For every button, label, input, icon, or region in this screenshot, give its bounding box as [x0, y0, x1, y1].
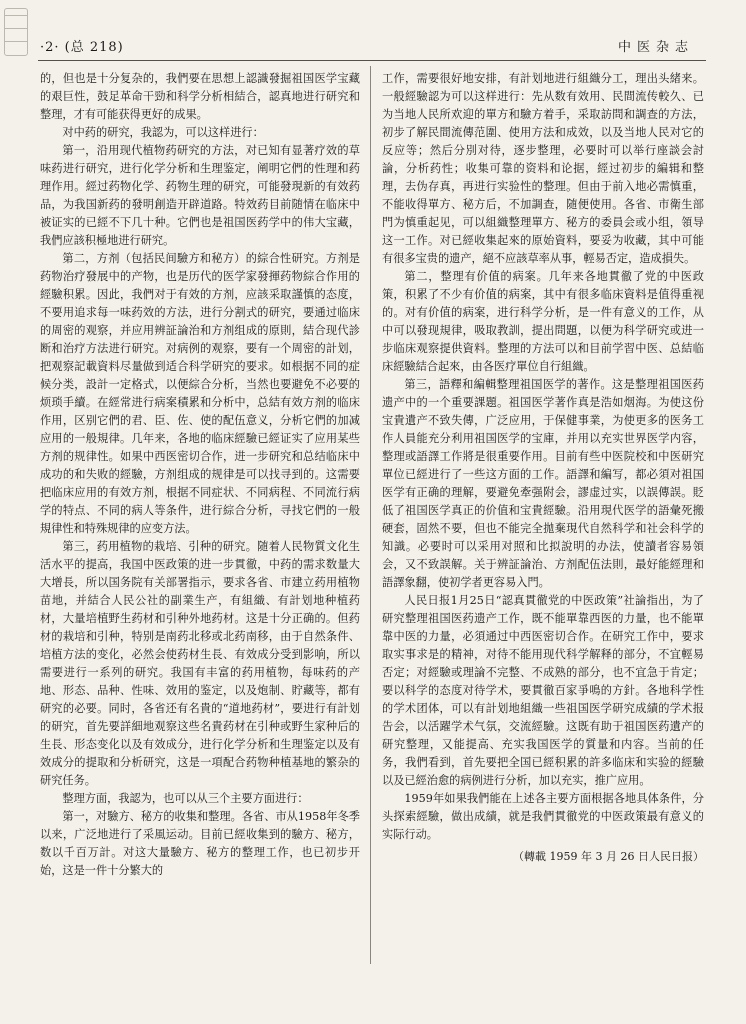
column-divider — [370, 66, 371, 964]
paragraph: 第三，药用植物的栽培、引种的研究。随着人民物質文化生活水平的提高，我国中医政策的进一步貫徹，中药的需求数量大大增長，所以国务院有关部署指示，要求各省、市建立药用植物苗地，并結合人民公社的副業生产，有組織、有計划地种植药材，大量培植野生药材和引种外地药材。这是十分正确的。但药材的栽培和引种，特别是南药北移或北药南移，由于自然条件、培植方法的变化，必然会使药材生長、有效成分受到影响，所以需要进行一系列的研究。我国有丰富的药用植物，每味药的产地、形态、品种、性味、效用的鉴定，以及炮制、貯藏等，都有研究的必要。同时，各省还有名貴的“道地药材”，要进行有計划的研究，首先要詳細地观察这些名貴药材在引种或野生家种后的生長、形态变化以及有效成分，进行化学分析和生理鉴定以及有效成分的提取和分析研究，这是一項配合药物种植基地的繁杂的研究任务。 — [40, 540, 360, 787]
header-divider — [38, 60, 706, 61]
page-number: ·2· (总 218) — [40, 40, 124, 55]
paragraph: 工作，需要很好地安排，有計划地进行組織分工，理出头緒来。一般經驗認为可以这样进行：先从数有效用、民間流传較久、已为当地人民所欢迎的單方和驗方着手，采取訪問和調查的方法，初步了解民間流傳范圍、使用方法和成效，以及当地人民对它的反应等；然后分別对待，逐步整理，必要时可以举行座談会討論，分析药性；收集可靠的资料和论据，經过初步的編辑和整理，去伪存真，再进行实验性的整理。但由于前入地必需慎重，不能收得單方、秘方后，不加調查，随便使用。各省、市衛生部門为慎重起见，可以組織整理單方、秘方的委員会或小组，領导这一工作。对已經收集起來的原始資料，要妥为收藏，其中可能有很多宝贵的遗产，絕不应該草率从事，輕易否定，造成損失。 — [382, 72, 704, 265]
paragraph: 的，但也是十分复杂的，我們要在思想上認識發掘祖国医学宝藏的艰巨性，鼓足革命干勁和科学分析相結合，認真地进行研究和整理，才有可能获得更好的成果。 — [40, 72, 360, 121]
paragraph: 第三，語釋和編輯整理祖国医学的著作。这是整理祖国医药遗产中的一个重要課題。祖国医学著作真是浩如烟海。为使这份宝貴遺产不致失傳，广泛应用，于保健事業，为使更多的医务工作人員能充分利用祖国医学的宝庫，并用以充实世界医学内容，整理或語譯工作將是很重要作用。目前有些中医院校和中医研究單位已經进行了一些这方面的工作。語譯和編写，都必須对祖国医学有正确的理解，要避免牽强附会，謬虚过实，以誤傳誤。貶低了祖国医学真正的价值和宝貴經驗。沿用現代医学的語彙死搬硬套，固然不要，但也不能完全拋棄現代自然科学和社会科学的知識。必要时可以采用对照和比拟說明的办法，使讀者容易領会，又不致誤解。关于辨証論治、方剂配伍法則，最好能經理和語譯象翻，使初学者更容易入門。 — [382, 378, 704, 589]
paragraph: 人民日报1月25日“認真貫徹党的中医政策”社論指出，为了研究整理祖国医药遗产工作，既不能單靠西医的力量，也不能單靠中医的力量，必須通过中西医密切合作。在研究工作中，要求取实事求是的精神，对待不能用现代科学解释的部分，不宜輕易否定；对經驗或理論不完整、不成熟的部分，也不宜急于肯定；要以科学的态度对待学术，要貫徹百家爭鳴的方針。各地科学性的学术团体，可以有計划地組織一些祖国医学研究成績的学术报告会，以活躍学术气氛，交流經驗。这既有助于祖国医药遺产的研究整理，又能提高、充实我国医学的質量和内容。当前的任务，我們看到，首先要把全国已經积累的許多临床和实验的經驗以及已經治愈的病例进行分析，加以充实，推广应用。 — [382, 594, 704, 787]
paragraph: 对中药的研究，我認为，可以这样进行： — [62, 126, 264, 139]
library-stamp — [4, 8, 28, 56]
left-column — [40, 70, 360, 880]
source-note: （轉載 1959 年 3 月 26 日人民日报） — [513, 850, 704, 863]
journal-title: 中医杂志 — [617, 40, 694, 55]
right-column — [382, 70, 704, 866]
paragraph: 第二，方剂（包括民间驗方和秘方）的綜合性研究。方剂是药物治疗發展中的产物，也是历代的医学家發揮药物綜合作用的經驗积累。因此，我們对于有效的方剂，应該采取謹慎的态度，不要用追求每一味药效的方法，进行分割式的研究，要通过临床的周密的观察，并应用辨証論治和方剂组成的原則，結合现代診断和治疗方法进行研究。对病例的观察，要有一个周密的計划，把观察記載資料尽量做到适合科学研究的要求。如根据不同的症候分类，設計一定格式，以便綜合分析，当然也要避免不必要的烦琐手續。在經常进行病案積累和分析中，总結有效方剂的临床作用，区别它們的君、臣、佐、使的配伍意义，分析它們的加减应用的一般規律。几年来，各地的临床經驗已經证实了应用某些方剂的规律性。如果中西医密切合作，进一步研究和总结临床中成功的和失败的經驗，方剂组成的规律是可以找寻到的。这需要把临床应用的有效方剂，根据不同症状、不同病程、不同流行病学的特点、不同的病人等条件，进行綜合分析，寻找它們的一般規律性和特殊规律的应变方法。 — [40, 252, 360, 535]
paragraph: 第一，沿用现代植物药研究的方法，对已知有显著疗效的草味药进行研究，进行化学分析和生理鉴定，阐明它們的性理和药理作用。經过药物化学、药物生理的研究，可能發現新的有效药品，为我国新药的發明創造开辟道路。特效药目前随情在临床中被证实的已經不下几十种。它們也是祖国医药学中的伟大宝藏，我們应該积極地进行研究。 — [40, 144, 360, 247]
paragraph: 整理方面，我認为，也可以从三个主要方面进行： — [62, 792, 309, 805]
paragraph: 第二，整理有价值的病案。几年来各地貫徹了党的中医政策，积累了不少有价值的病案，其中有很多临床資料是值得重视的。对有价值的病案，进行科学分析，是一件有意义的工作，从中可以發现規律，吸取教訓，提出問題，以便为科学研究或进一步临床观察提供資料。整理的方法可以和目前学習中医、总結临床經驗結合起來，由各医疗單位自行組織。 — [382, 270, 704, 373]
paragraph: 第一，对驗方、秘方的收集和整理。各省、市从1958年冬季以来，广泛地进行了采風运动。目前已經收集到的驗方、秘方，数以千百万計。对这大量驗方、秘方的整理工作，也已初步开始，这是一件十分繁大的 — [40, 810, 360, 877]
paragraph: 1959年如果我們能在上述各主要方面根据各地具体条件，分头探索經驗，做出成績，就是我們貫徹党的中医政策最有意义的实际行动。 — [382, 792, 704, 841]
